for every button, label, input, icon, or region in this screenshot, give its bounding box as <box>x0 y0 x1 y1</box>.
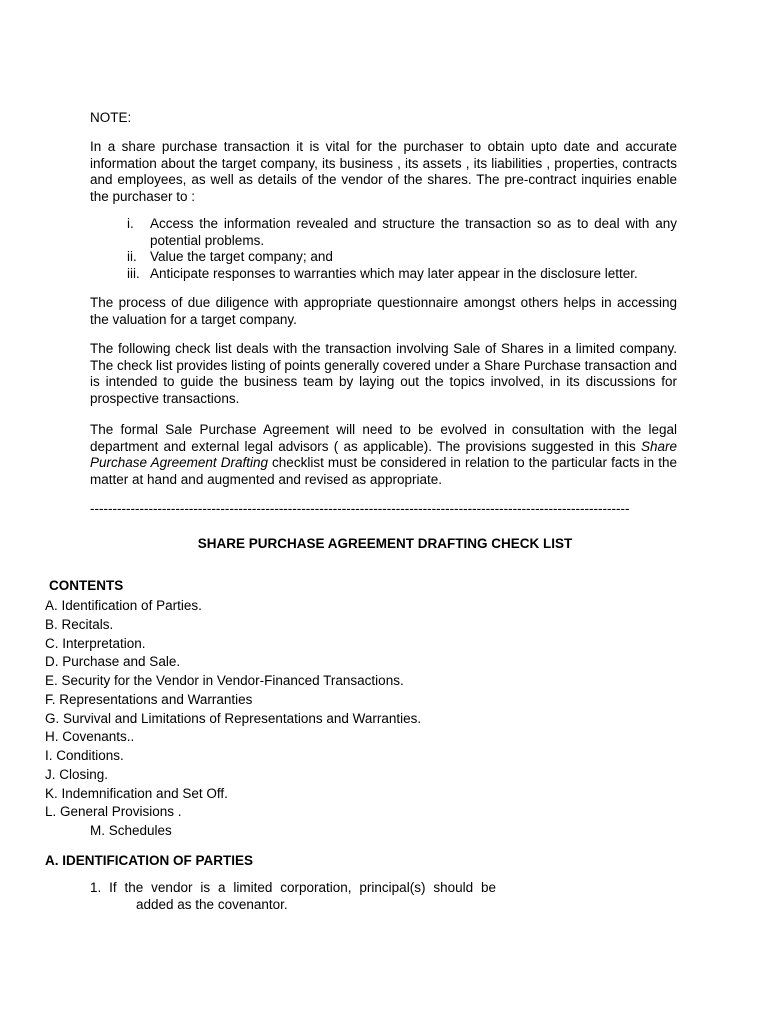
list-item-number: iii. <box>127 265 140 281</box>
contents-item: M. Schedules <box>90 823 172 838</box>
section-a-item <box>90 880 496 913</box>
contents-heading: CONTENTS <box>49 578 124 593</box>
contents-item: L. General Provisions . <box>45 804 182 820</box>
contents-item: I. Conditions. <box>45 748 124 763</box>
contents-item: A. Identification of Parties. <box>45 598 202 613</box>
paragraph-text: The formal Sale Purchase Agreement will need to be evolved in consultation with the legal department and external legal advisors ( as applicable). The provisions suggested in this <box>90 422 677 454</box>
section-heading: A. IDENTIFICATION OF PARTIES <box>45 853 253 868</box>
section-a-item-line: added as the covenantor. <box>136 896 288 912</box>
contents-item: D. Purchase and Sale. <box>45 654 181 670</box>
contents-item: E. Security for the Vendor in Vendor-Financed Transactions. <box>45 673 404 688</box>
contents-item: C. Interpretation. <box>45 635 146 651</box>
checklist-scope-paragraph: The following check list deals with the transaction involving Sale of Shares in a limited company. The check list provides listing of points generally covered under a Share Purchase transaction and is intended to guide the business team by laying out the topics involved, in its discussions for prospective transactions. <box>90 341 677 406</box>
contents-item: F. Representations and Warranties <box>45 691 253 707</box>
dashed-divider: ------------------------------------------------------------------------------------------------------------------------ <box>90 501 630 516</box>
list-item-text: Anticipate responses to warranties which may later appear in the disclosure letter. <box>150 265 638 281</box>
contents-item: H. Covenants.. <box>45 729 135 745</box>
due-diligence-paragraph: The process of due diligence with appropriate questionnaire amongst others helps in accessing the valuation for a target company. <box>90 295 677 327</box>
list-item <box>127 266 677 283</box>
section-a-item-line: 1. If the vendor is a limited corporation, principal(s) should be <box>90 880 496 895</box>
list-item <box>127 216 677 249</box>
paragraph-text: checklist must be considered in relation to the particular facts in the matter at hand and augmented and revised as appropriate. <box>90 455 677 487</box>
note-label: NOTE: <box>90 110 132 125</box>
contents-item: K. Indemnification and Set Off. <box>45 785 228 801</box>
purchaser-objectives-list <box>127 216 677 282</box>
list-item-number: ii. <box>127 249 137 265</box>
contents-item: G. Survival and Limitations of Representations and Warranties. <box>45 710 422 726</box>
list-item-number: i. <box>127 216 134 231</box>
list-item <box>127 249 677 266</box>
contents-item: B. Recitals. <box>45 616 114 632</box>
contents-item: J. Closing. <box>45 766 109 782</box>
contents-list <box>45 597 421 841</box>
list-item-text: Value the target company; and <box>150 249 333 265</box>
formal-agreement-paragraph <box>90 422 677 488</box>
list-item-text: Access the information revealed and structure the transaction so as to deal with any potential problems. <box>150 216 677 248</box>
intro-paragraph: In a share purchase transaction it is vital for the purchaser to obtain upto date and accurate information about the target company, its business , its assets , its liabilities , properties, contracts and employees, as well as details of the vendor of the shares. The pre-contract inquiries enable the purchaser to : <box>90 139 677 204</box>
document-title: SHARE PURCHASE AGREEMENT DRAFTING CHECK LIST <box>197 536 573 551</box>
paragraph-italic-text: Share Purchase Agreement Drafting <box>90 438 677 471</box>
